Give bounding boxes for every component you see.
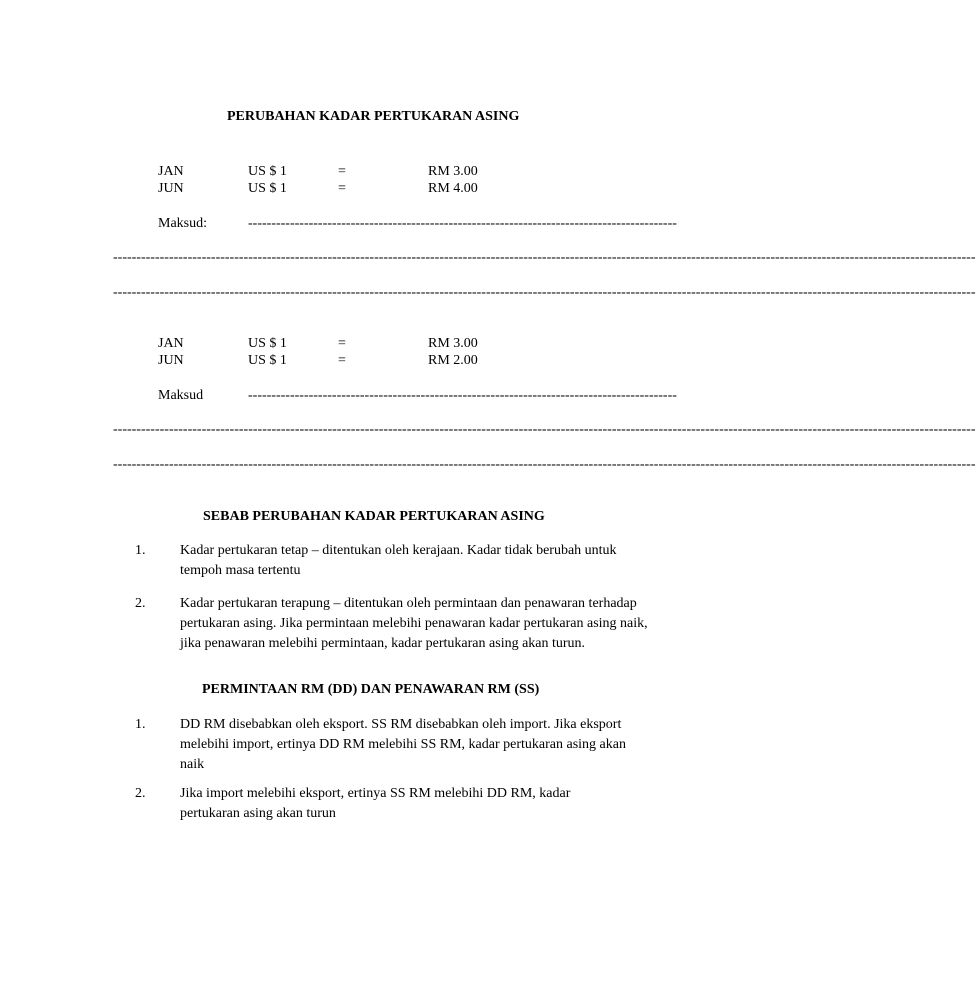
rate-row-usd: US $ 1 (248, 336, 287, 351)
list-item-number: 2. (135, 786, 146, 801)
list-item-text: Kadar pertukaran tetap – ditentukan oleh kerajaan. Kadar tidak berubah untuk tempoh masa tertentu (180, 543, 617, 578)
maksud-label: Maksud: (158, 216, 207, 231)
maksud-label: Maksud (158, 388, 204, 403)
rate-row-usd: US $ 1 (248, 164, 287, 179)
page-title: PERUBAHAN KADAR PERTUKARAN ASING (227, 109, 520, 124)
answer-line: ----------------------------------------------------------------------------------------------------------------------------------------------------------------------------------------- (113, 250, 976, 265)
rate-row-month: JAN (158, 164, 184, 179)
rate-row-rm: RM 2.00 (428, 353, 478, 368)
rate-row-rm: RM 3.00 (428, 164, 478, 179)
rate-row-month: JAN (158, 336, 184, 351)
rate-row-rm: RM 4.00 (428, 181, 478, 196)
rate-row-month: JUN (158, 353, 184, 368)
list-item-text: Kadar pertukaran terapung – ditentukan oleh permintaan dan penawaran terhadap pertukaran asing. Jika permintaan melebihi penawaran kadar pertukaran asing naik, jika penawaran melebihi permintaan, kadar pertukaran asing akan turun. (180, 596, 648, 651)
rate-row-usd: US $ 1 (248, 181, 287, 196)
list-item-number: 1. (135, 543, 146, 558)
list-item-text: DD RM disebabkan oleh eksport. SS RM disebabkan oleh import. Jika eksport melebihi import, ertinya DD RM melebihi SS RM, kadar pertukaran asing akan naik (180, 717, 626, 772)
rate-row-equals: = (338, 181, 346, 196)
rate-row-rm: RM 3.00 (428, 336, 478, 351)
rate-row-usd: US $ 1 (248, 353, 287, 368)
rate-row-month: JUN (158, 181, 184, 196)
list-item-number: 1. (135, 717, 146, 732)
answer-line: ----------------------------------------------------------------------------------------------------------------------------------------------------------------------------------------- (113, 457, 976, 472)
maksud-answer-line: -------------------------------------------------------------------------------------------- (248, 216, 677, 231)
answer-line: ----------------------------------------------------------------------------------------------------------------------------------------------------------------------------------------- (113, 285, 976, 300)
section-heading: SEBAB PERUBAHAN KADAR PERTUKARAN ASING (203, 509, 545, 524)
rate-row-equals: = (338, 336, 346, 351)
answer-line: ----------------------------------------------------------------------------------------------------------------------------------------------------------------------------------------- (113, 422, 976, 437)
list-item-number: 2. (135, 596, 146, 611)
list-item-text: Jika import melebihi eksport, ertinya SS RM melebihi DD RM, kadar pertukaran asing akan turun (180, 786, 571, 821)
section-heading: PERMINTAAN RM (DD) DAN PENAWARAN RM (SS) (202, 682, 540, 697)
maksud-answer-line: -------------------------------------------------------------------------------------------- (248, 388, 677, 403)
rate-row-equals: = (338, 164, 346, 179)
rate-row-equals: = (338, 353, 346, 368)
